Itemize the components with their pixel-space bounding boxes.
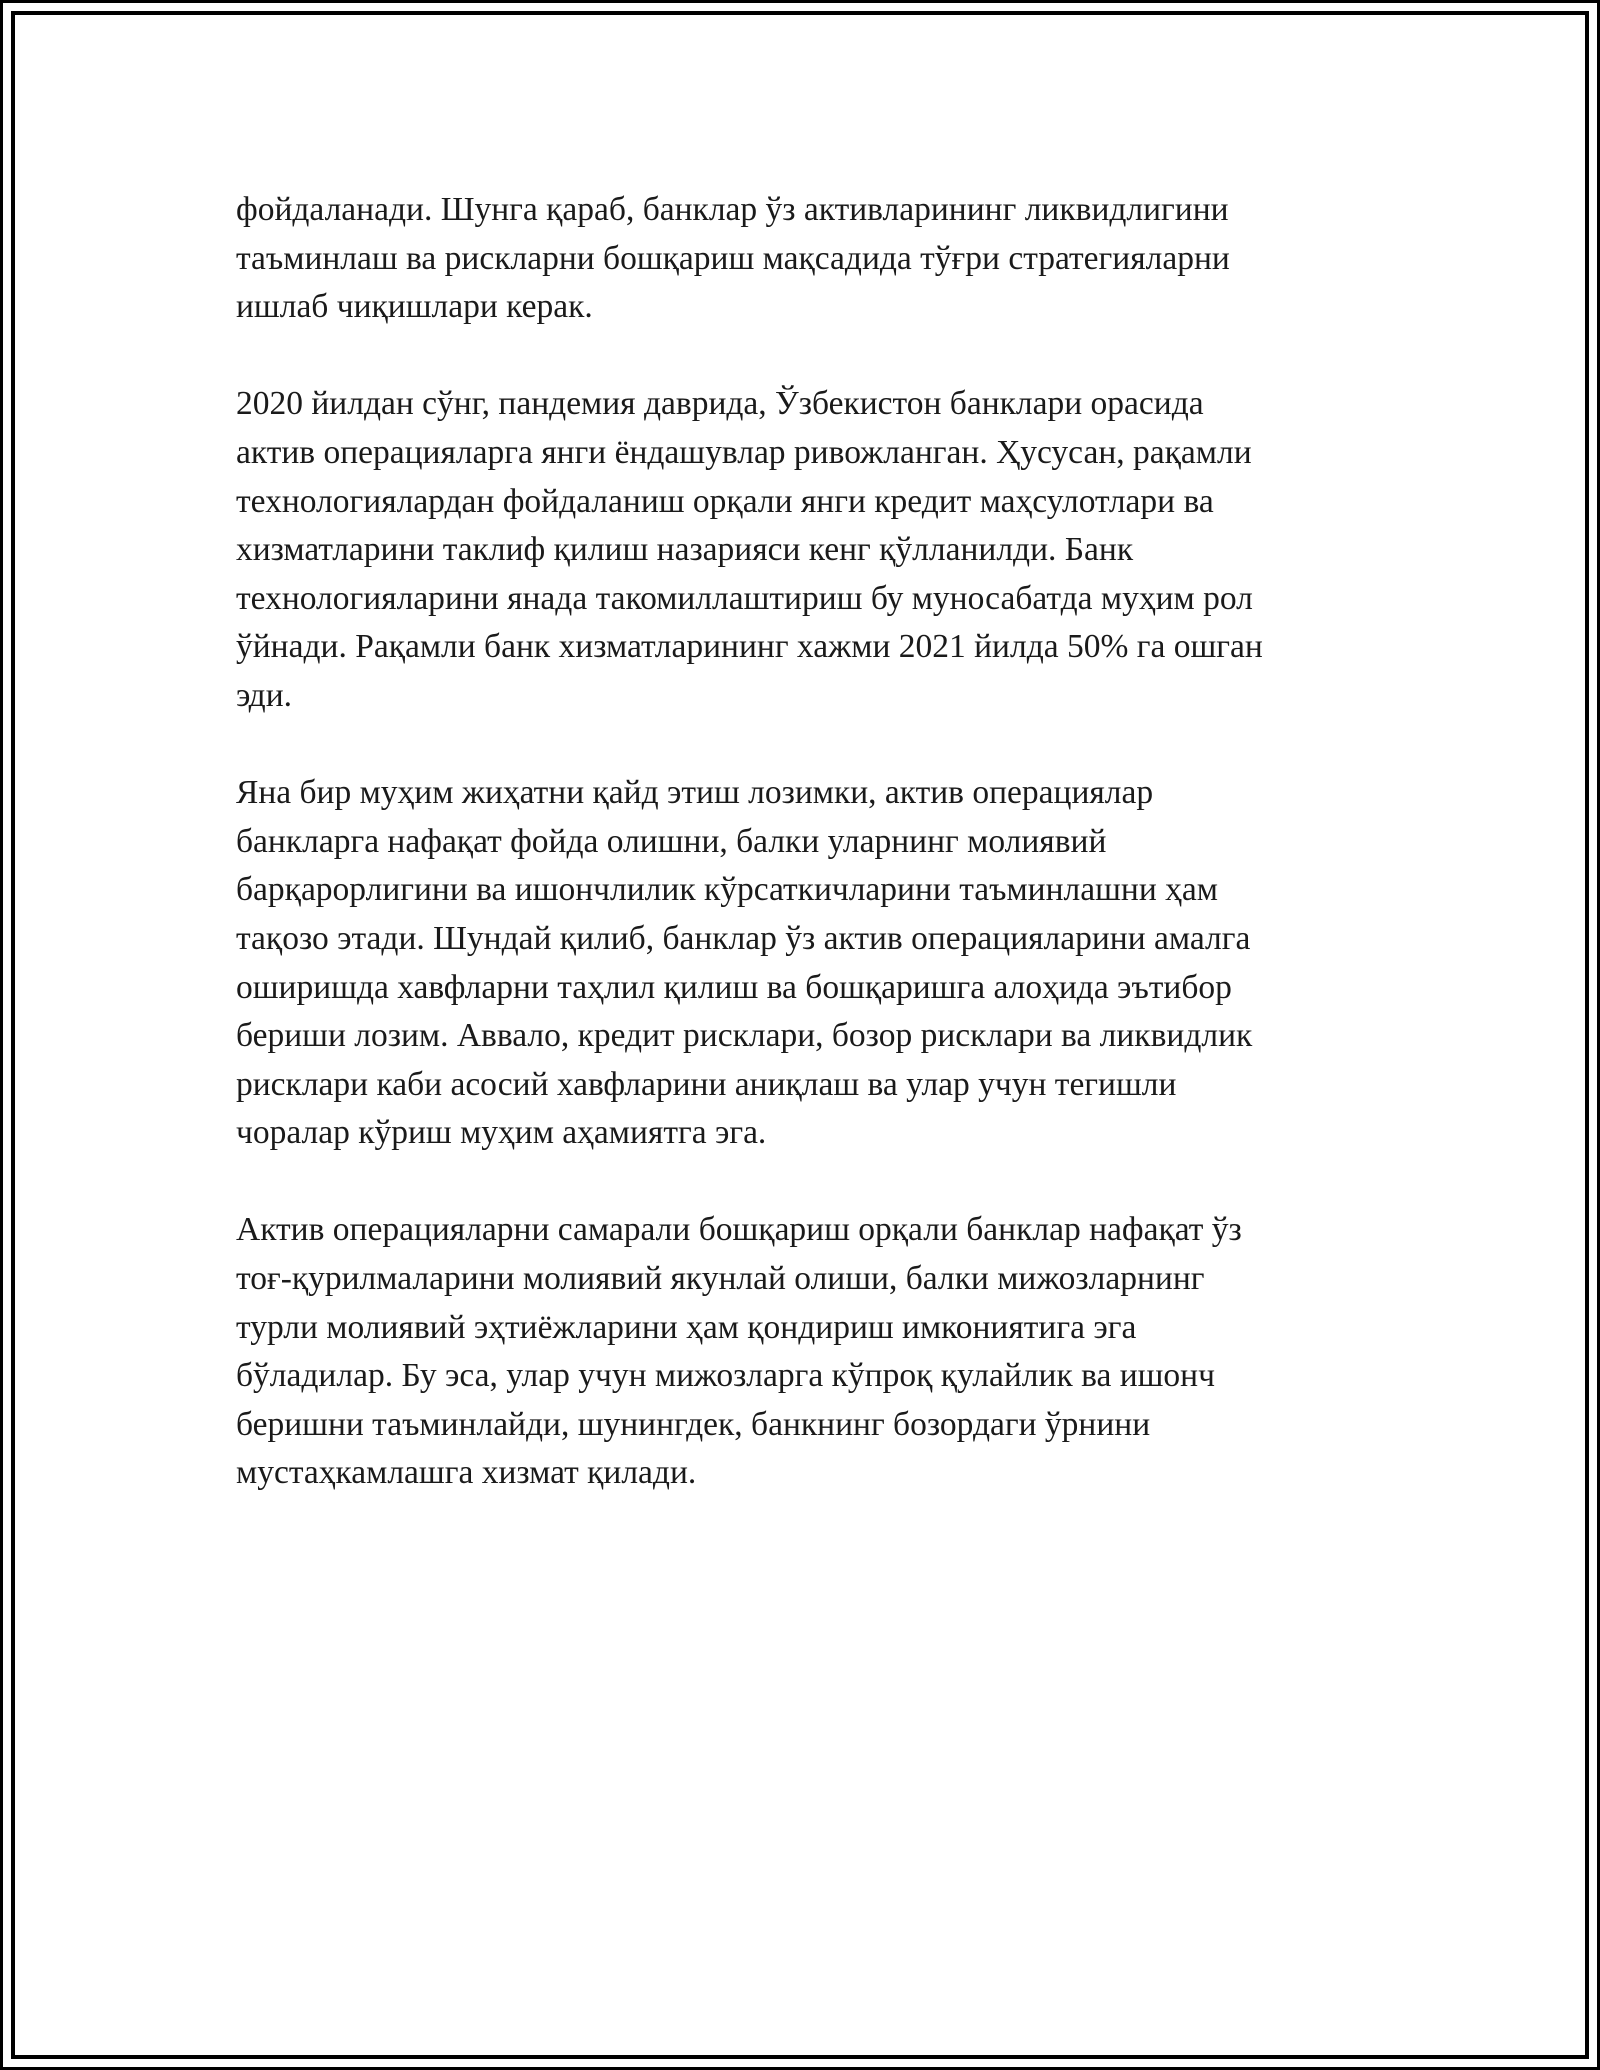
text-line: беришни таъминлайди, шунингдек, банкнинг бозордаги ўрнини (236, 1405, 1151, 1443)
paragraph-3 (236, 769, 1386, 1158)
text-line: хизматларини таклиф қилиш назарияси кенг қўлланилди. Банк (236, 531, 1134, 569)
text-line: чоралар кўриш муҳим аҳамиятга эга. (236, 1114, 767, 1152)
text-line: банкларга нафақат фойда олишни, балки уларнинг молиявий (236, 822, 1107, 860)
text-line: таъминлаш ва рискларни бошқариш мақсадида тўғри стратегияларни (236, 239, 1230, 277)
paragraph-2 (236, 380, 1386, 720)
text-line: технологиялардан фойдаланиш орқали янги кредит маҳсулотлари ва (236, 482, 1214, 520)
text-line: рисклари каби асосий хавфларини аниқлаш ва улар учун тегишли (236, 1065, 1177, 1103)
text-line: тақозо этади. Шундай қилиб, банклар ўз актив операцияларини амалга (236, 919, 1251, 957)
text-line: тоғ-қурилмаларини молиявий якунлай олиши, балки мижозларнинг (236, 1260, 1205, 1298)
text-line: турли молиявий эҳтиёжларини ҳам қондириш имкониятига эга (236, 1308, 1137, 1346)
document-body (236, 186, 1386, 1547)
text-line: бўладилар. Бу эса, улар учун мижозларга кўпроқ қулайлик ва ишонч (236, 1357, 1215, 1395)
paragraph-4 (236, 1206, 1386, 1498)
text-line: оширишда хавфларни таҳлил қилиш ва бошқаришга алоҳида эътибор (236, 968, 1232, 1006)
text-line: технологияларини янада такомиллаштириш бу муносабатда муҳим рол (236, 579, 1253, 617)
paragraph-1 (236, 186, 1386, 332)
text-line: фойдаланади. Шунга қараб, банклар ўз активларининг ликвидлигини (236, 191, 1229, 228)
text-line: бериши лозим. Аввало, кредит рисклари, бозор рисклари ва ликвидлик (236, 1017, 1253, 1055)
text-line: мустаҳкамлашга хизмат қилади. (236, 1454, 697, 1492)
text-line: актив операцияларга янги ёндашувлар ривожланган. Ҳусусан, рақамли (236, 433, 1252, 471)
text-line: Яна бир муҳим жиҳатни қайд этиш лозимки, актив операциялар (236, 774, 1154, 812)
text-line: Актив операцияларни самарали бошқариш орқали банклар нафақат ўз (236, 1211, 1242, 1249)
text-line: ўйнади. Рақамли банк хизматларининг хажми 2021 йилда 50% га ошган (236, 628, 1263, 666)
text-line: 2020 йилдан сўнг, пандемия даврида, Ўзбекистон банклари орасида (236, 385, 1204, 423)
text-line: барқарорлигини ва ишончлилик кўрсаткичларини таъминлашни ҳам (236, 871, 1218, 909)
text-line: эди. (236, 676, 292, 714)
text-line: ишлаб чиқишлари керак. (236, 288, 593, 326)
